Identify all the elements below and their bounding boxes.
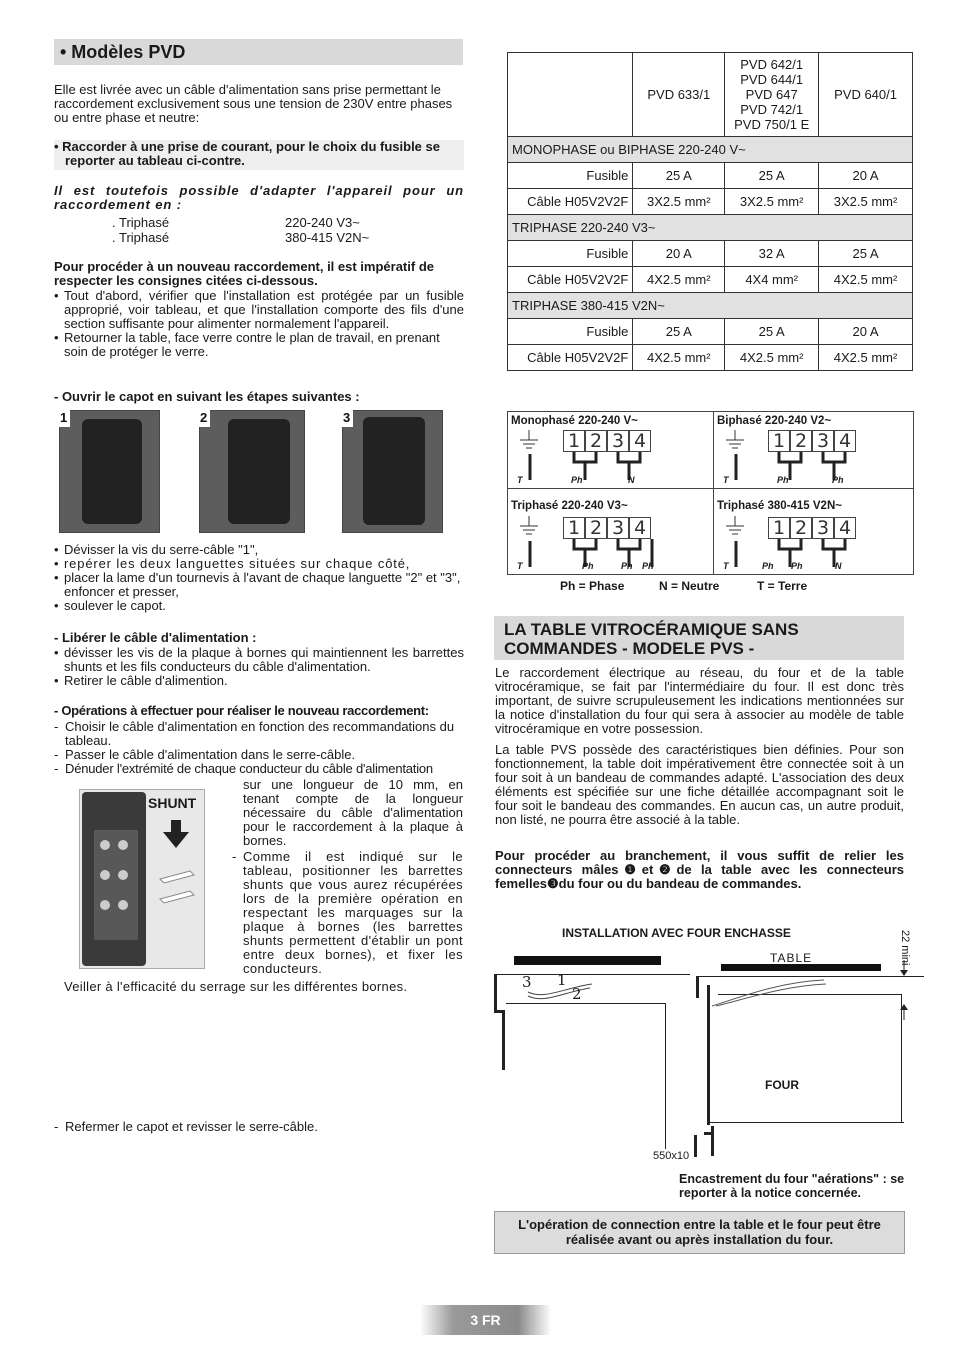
table-cell: 25 A: [633, 319, 725, 345]
wiring-title-mono: Monophasé 220-240 V~: [511, 415, 638, 427]
table-band: MONOPHASE ou BIPHASE 220-240 V~: [508, 137, 913, 163]
table-cell: 20 A: [819, 163, 913, 189]
table-cell: 4X2.5 mm²: [725, 345, 819, 371]
terminal-block: [768, 430, 856, 452]
open-step: • repérer les deux languettes situées sur chaque côté,: [54, 557, 464, 571]
open-title: - Ouvrir le capot en suivant les étapes suivantes :: [54, 389, 360, 404]
legend-neutre: N = Neutre: [659, 579, 720, 593]
table-cell: 20 A: [819, 319, 913, 345]
terminal: 2: [790, 430, 812, 452]
tag-ph: Ph: [642, 561, 654, 571]
install-title: INSTALLATION AVEC FOUR ENCHASSE: [562, 926, 791, 940]
ground-icon: [518, 516, 540, 540]
section-heading-pvd: • Modèles PVD: [54, 39, 463, 65]
adapt-label-2: . Triphasé: [112, 230, 170, 245]
dimension-arrows: [894, 960, 914, 1020]
procedure-item: • Retourner la table, face verre contre le plan de travail, en prenant soin de protéger le verre.: [54, 331, 464, 359]
photo-label: 3: [340, 409, 353, 427]
shunt-label: SHUNT: [148, 795, 197, 811]
num-3: 3: [522, 973, 532, 991]
four-label: FOUR: [765, 1078, 799, 1092]
num-2: 2: [572, 985, 582, 1003]
wiring-title-tri2: Triphasé 380-415 V2N~: [717, 500, 842, 512]
table-cell: 4X2.5 mm²: [819, 267, 913, 293]
terminal: 4: [629, 430, 651, 452]
connector-cable: [708, 978, 828, 1008]
shunt-photo: [79, 789, 205, 969]
table-corner: [508, 53, 633, 137]
fuse-table: [507, 52, 913, 371]
table-band: TRIPHASE 220-240 V3~: [508, 215, 913, 241]
arrow-down-icon: [162, 820, 190, 850]
tag-ph: Ph: [832, 475, 844, 485]
section-heading-pvs: LA TABLE VITROCÉRAMIQUE SANS COMMANDES - MODELE PVS -: [494, 616, 904, 660]
mini-label: 22 mini: [899, 930, 911, 966]
terminal: 4: [834, 430, 856, 452]
row-label-fusible: Fusible: [508, 319, 633, 345]
terminal: 2: [790, 517, 812, 539]
step-photo-1: [59, 410, 160, 533]
dim-label: 550x10: [653, 1150, 690, 1162]
adapt-title: Il est toutefois possible d'adapter l'appareil pour un raccordement en :: [54, 183, 464, 212]
free-title: - Libérer le câble d'alimentation :: [54, 630, 257, 645]
table-label: TABLE: [770, 951, 813, 965]
table-header: PVD 642/1 PVD 644/1 PVD 647 PVD 742/1 PVD 750/1 E: [725, 53, 819, 137]
tag-ph: Ph: [762, 561, 774, 571]
ops-item: - Passer le câble d'alimentation dans le serre-câble.: [54, 748, 464, 762]
tag-n: N: [628, 475, 635, 485]
ops-close: - Refermer le capot et revisser le serre-câble.: [54, 1120, 464, 1134]
terminal-block: [563, 517, 651, 539]
pvs-paragraph-1: Le raccordement électrique au réseau, du four et de la table vitrocéramique, se fait par l'intermédiaire du four. Il est donc très important, de suivre scrupuleusement les indications mentionnées sur la notice d'installation du four qui sera à associer au modèle de table vitrocéramique en votre possession.: [495, 665, 904, 736]
fuse-note: • Raccorder à une prise de courant, pour le choix du fusible se reporter au tableau ci-contre.: [54, 140, 464, 170]
pvs-paragraph-2: La table PVS possède des caractéristiques bien définies. Pour son fonctionnement, la table doit impérativement être connectée soit à un four soit à un bandeau de commandes adapté. L'association des deux éléments est spécifiée sur une fiche détaillée accompagnant soit le four soit le bandeau des commandes. En aucun cas, un autre produit, non listé, ne pourra être associé à la table.: [495, 742, 904, 827]
intro-paragraph: Elle est livrée avec un câble d'alimentation sans prise permettant le raccordement exclusivement sous une tension de 230V entre phases ou entre phase et neutre:: [54, 82, 453, 125]
table-cell: 3X2.5 mm²: [819, 189, 913, 215]
ground-icon: [518, 430, 540, 454]
terminal: 4: [629, 517, 651, 539]
terminal: 4: [834, 517, 856, 539]
install-diagram: [494, 930, 924, 1160]
row-label-cable: Câble H05V2V2F: [508, 267, 633, 293]
table-cell: 4X4 mm²: [725, 267, 819, 293]
ops-shunt-text: - Comme il est indiqué sur le tableau, positionner les barrettes shunts que vous aurez récupérées lors de la première opération en respectant les marquages sur la plaque à bornes (les barrettes shunts permettent d'établir un pont entre deux bornes), et fixer les conducteurs.: [232, 850, 463, 976]
terminal: 1: [563, 430, 585, 452]
step-photo-3: [342, 410, 443, 533]
tag-ph: Ph: [777, 475, 789, 485]
free-step: • dévisser les vis de la plaque à bornes qui maintiennent les barrettes shunts et les fils conducteurs du câble d'alimentation.: [54, 646, 464, 674]
terminal: 3: [812, 517, 834, 539]
ops-list: [54, 720, 464, 776]
terminal: 1: [768, 430, 790, 452]
ops-check: Veiller à l'efficacité du serrage sur les différentes bornes.: [64, 979, 408, 994]
step-photo-2: [199, 410, 305, 533]
photo-label: 1: [57, 409, 70, 427]
tag-ph: Ph: [621, 561, 633, 571]
open-steps: [54, 543, 464, 613]
terminal: 2: [585, 517, 607, 539]
terminal-block: [563, 430, 651, 452]
wiring-lines-tri2: [718, 539, 908, 569]
adapt-label-1: . Triphasé: [112, 215, 170, 230]
table-cell: 4X2.5 mm²: [819, 345, 913, 371]
table-cell: 25 A: [633, 163, 725, 189]
tag-n: N: [835, 561, 842, 571]
photo-label: 2: [197, 409, 210, 427]
ground-icon: [724, 430, 746, 454]
shunt-bars-icon: [156, 865, 200, 915]
terminal: 3: [607, 430, 629, 452]
tag-t: T: [517, 561, 523, 571]
legend-phase: Ph = Phase: [560, 579, 625, 593]
table-cell: 32 A: [725, 241, 819, 267]
table-cell: 25 A: [819, 241, 913, 267]
tag-ph: Ph: [571, 475, 583, 485]
tag-t: T: [723, 475, 729, 485]
row-label-cable: Câble H05V2V2F: [508, 189, 633, 215]
page-number: 3 FR: [470, 1312, 501, 1328]
legend-terre: T = Terre: [757, 579, 808, 593]
open-step: • Dévisser la vis du serre-câble "1",: [54, 543, 464, 557]
ground-icon: [724, 516, 746, 540]
table-cell: 4X2.5 mm²: [633, 345, 725, 371]
table-cell: 3X2.5 mm²: [633, 189, 725, 215]
procedure-item: • Tout d'abord, vérifier que l'installation est protégée par un fusible approprié, voir tableau, et que l'installation comporte des fils d'une section suffisante pour alimenter normalement l'appareil.: [54, 289, 464, 331]
open-step: • placer la lame d'un tournevis à l'avant de chaque languette "2" et "3", enfoncer et presser,: [54, 571, 464, 599]
open-step: • soulever le capot.: [54, 599, 464, 613]
procedure-list: [54, 289, 464, 359]
wiring-title-tri1: Triphasé 220-240 V3~: [511, 500, 628, 512]
table-header: PVD 633/1: [633, 53, 725, 137]
tag-ph: Ph: [582, 561, 594, 571]
table-header: PVD 640/1: [819, 53, 913, 137]
num-1: 1: [557, 971, 567, 989]
free-step: • Retirer le câble d'alimention.: [54, 674, 464, 688]
procedure-title: Pour procéder à un nouveau raccordement, il est impératif de respecter les consignes citées ci-dessous.: [54, 259, 434, 288]
adapt-value-2: 380-415 V2N~: [285, 230, 370, 245]
wiring-lines-mono: [512, 452, 702, 482]
tag-t: T: [723, 561, 729, 571]
adapt-value-1: 220-240 V3~: [285, 215, 360, 230]
row-label-fusible: Fusible: [508, 241, 633, 267]
row-label-fusible: Fusible: [508, 163, 633, 189]
wiring-lines-tri1: [512, 539, 702, 569]
table-cell: 25 A: [725, 319, 819, 345]
info-box: L'opération de connection entre la table et le four peut être réalisée avant ou après installation du four.: [494, 1211, 905, 1254]
table-cell: 3X2.5 mm²: [725, 189, 819, 215]
terminal: 3: [607, 517, 629, 539]
ops-item: - Choisir le câble d'alimentation en fonction des recommandations du tableau.: [54, 720, 464, 748]
terminal: 3: [812, 430, 834, 452]
terminal: 1: [768, 517, 790, 539]
wiring-lines-bi: [718, 452, 908, 482]
ops-title: - Opérations à effectuer pour réaliser le nouveau raccordement:: [54, 703, 429, 718]
table-cell: 4X2.5 mm²: [633, 267, 725, 293]
terminal: 1: [563, 517, 585, 539]
table-cell: 25 A: [725, 163, 819, 189]
ops-item: - Dénuder l'extrémité de chaque conducteur du câble d'alimentation: [54, 762, 464, 776]
tag-ph: Ph: [791, 561, 803, 571]
row-label-cable: Câble H05V2V2F: [508, 345, 633, 371]
wiring-title-bi: Biphasé 220-240 V2~: [717, 415, 832, 427]
ops-continuation: sur une longueur de 10 mm, en tenant compte de la longueur nécessaire du câble d'alimentation pour le raccordement à la plaque à bornes.: [243, 777, 463, 848]
pvs-paragraph-3: Pour procéder au branchement, il vous suffit de relier les connecteurs mâles❶et❷de la table avec les connecteurs femelles❸du four ou du bandeau de commandes.: [495, 848, 904, 891]
terminal-block: [768, 517, 856, 539]
table-cell: 20 A: [633, 241, 725, 267]
install-caption: Encastrement du four "aérations" : se reporter à la notice concernée.: [679, 1172, 905, 1200]
free-steps: [54, 646, 464, 688]
terminal: 2: [585, 430, 607, 452]
table-band: TRIPHASE 380-415 V2N~: [508, 293, 913, 319]
tag-t: T: [517, 475, 523, 485]
